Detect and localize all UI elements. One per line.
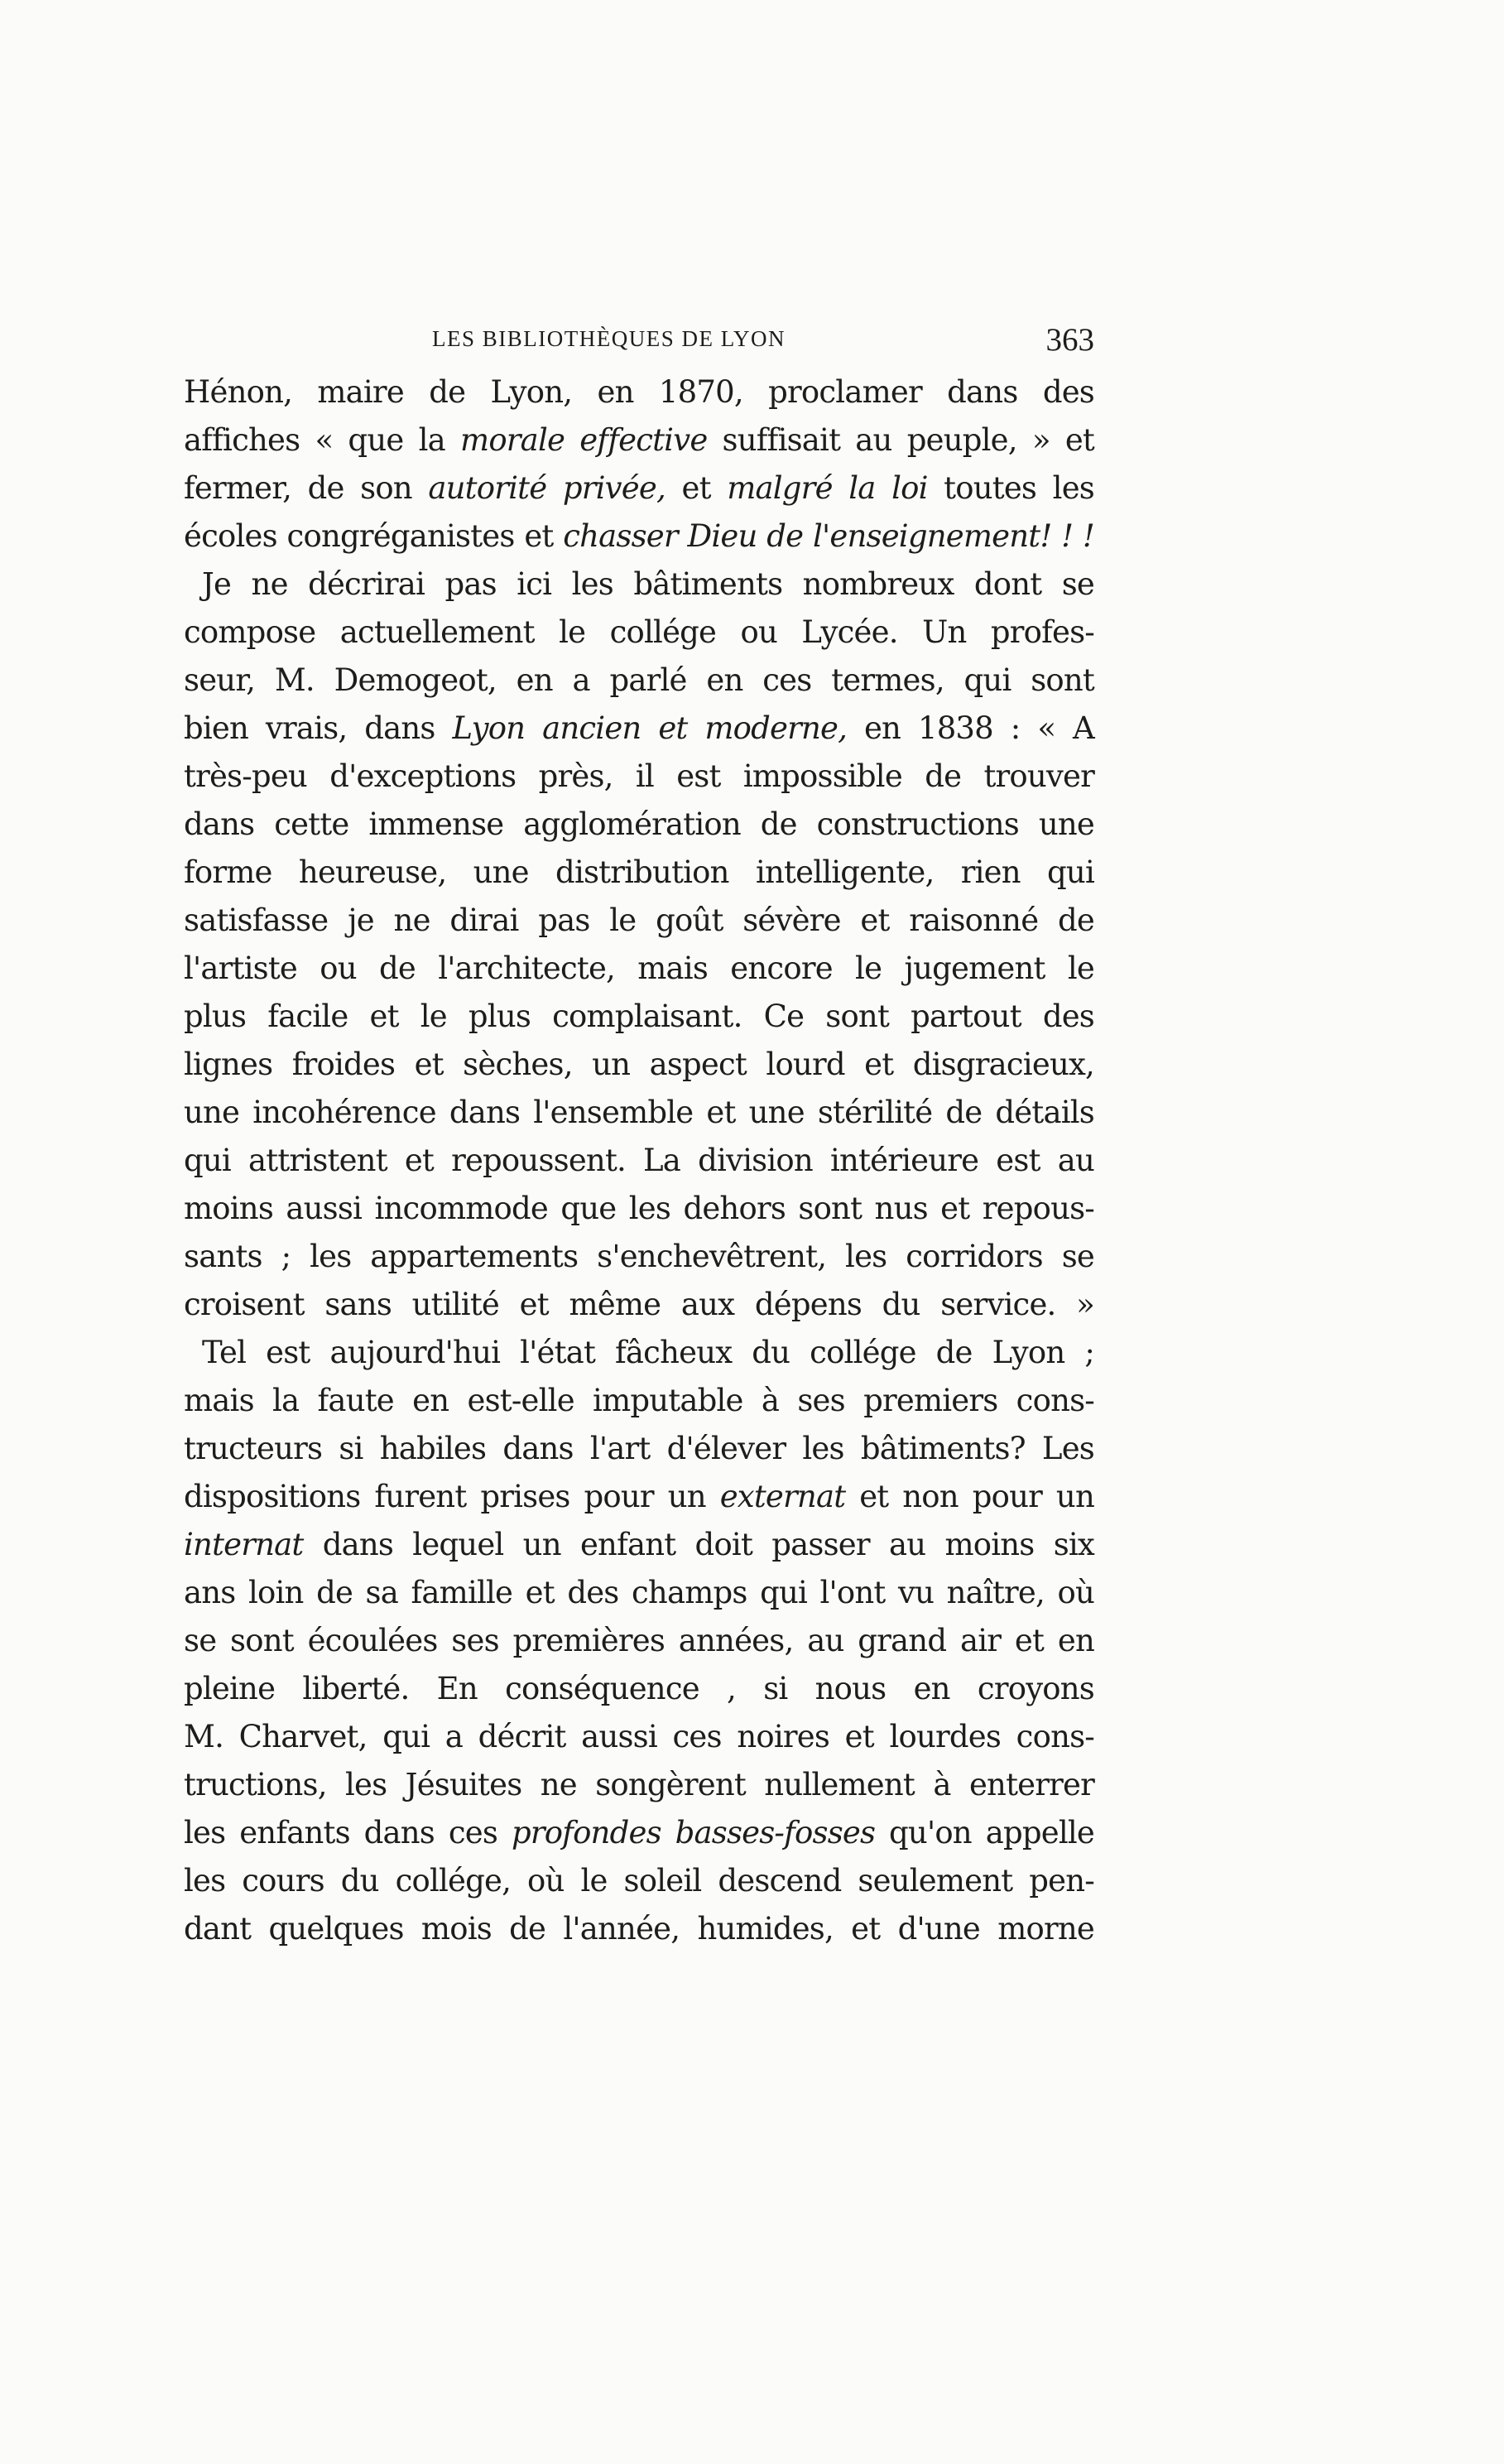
- text-line: [184, 1089, 1094, 1137]
- text-line: [184, 1713, 1094, 1761]
- text-run: les enfants dans ces: [184, 1815, 512, 1850]
- text-line: [184, 1569, 1094, 1617]
- text-run: suffisait au peuple, » et: [707, 422, 1094, 458]
- text-run: ans loin de sa famille et des champs qui l'ont vu naître, où: [184, 1575, 1094, 1610]
- text-run: Je ne décrirai pas ici les bâtiments nombreux dont se: [202, 566, 1094, 602]
- text-run: M. Charvet, qui a décrit aussi ces noires et lourdes cons-: [184, 1719, 1094, 1754]
- text-line: [184, 1281, 1094, 1329]
- text-line: [184, 897, 1094, 945]
- text-run: une incohérence dans l'ensemble et une stérilité de détails: [184, 1095, 1094, 1130]
- text-run: dans cette immense agglomération de constructions une: [184, 806, 1094, 842]
- text-run: écoles congréganistes et: [184, 518, 564, 554]
- italic-text: morale effective: [460, 422, 708, 458]
- text-run: toutes les: [927, 470, 1094, 506]
- text-run: Hénon, maire de Lyon, en 1870, proclamer dans des: [184, 374, 1094, 410]
- text-line: [184, 945, 1094, 993]
- text-run: tructions, les Jésuites ne songèrent nullement à enterrer: [184, 1767, 1094, 1802]
- text-line: [184, 1377, 1094, 1425]
- text-line: [184, 513, 1094, 561]
- text-line: [184, 657, 1094, 705]
- text-line: [184, 1761, 1094, 1809]
- text-line: [184, 1665, 1094, 1713]
- text-run: forme heureuse, une distribution intelligente, rien qui: [184, 854, 1094, 890]
- text-line: [184, 416, 1094, 464]
- text-line: [184, 1233, 1094, 1281]
- text-line: [184, 1473, 1094, 1521]
- text-run: qu'on appelle: [875, 1815, 1094, 1850]
- text-line: [184, 705, 1094, 753]
- text-run: l'artiste ou de l'architecte, mais encore le jugement le: [184, 950, 1094, 986]
- running-title: LES BIBLIOTHÈQUES DE LYON: [432, 326, 786, 351]
- italic-text: profondes basses-fosses: [511, 1815, 876, 1850]
- text-run: dans lequel un enfant doit passer au moins six: [303, 1527, 1094, 1562]
- text-run: plus facile et le plus complaisant. Ce sont partout des: [184, 999, 1094, 1034]
- text-line: [184, 1809, 1094, 1857]
- text-run: très-peu d'exceptions près, il est impossible de trouver: [184, 758, 1094, 794]
- text-run: qui attristent et repoussent. La division intérieure est au: [184, 1143, 1094, 1178]
- text-run: mais la faute en est-elle imputable à ses premiers cons-: [184, 1383, 1094, 1418]
- text-run: en 1838 : « A: [847, 710, 1094, 746]
- text-line: [184, 561, 1094, 609]
- text-line: [184, 464, 1094, 513]
- text-run: pleine liberté. En conséquence , si nous en croyons: [184, 1671, 1094, 1706]
- text-line: [184, 1905, 1094, 1953]
- text-line: [184, 368, 1094, 416]
- text-run: dant quelques mois de l'année, humides, et d'une morne: [184, 1911, 1094, 1947]
- page-header: [184, 321, 1094, 363]
- text-run: se sont écoulées ses premières années, au grand air et en: [184, 1623, 1094, 1658]
- text-line: [184, 1857, 1094, 1905]
- text-line: [184, 1617, 1094, 1665]
- italic-text: chasser Dieu de l'enseignement! ! !: [563, 518, 1094, 554]
- text-run: compose actuellement le collége ou Lycée. Un profes-: [184, 614, 1094, 650]
- text-line: [184, 753, 1094, 801]
- text-line: [184, 801, 1094, 849]
- text-run: fermer, de son: [184, 470, 429, 506]
- text-line: [184, 1425, 1094, 1473]
- text-line: [184, 1137, 1094, 1185]
- text-run: et: [665, 470, 728, 506]
- text-run: affiches « que la: [184, 422, 461, 458]
- text-run: seur, M. Demogeot, en a parlé en ces termes, qui sont: [184, 662, 1094, 698]
- text-run: moins aussi incommode que les dehors sont nus et repous-: [184, 1191, 1094, 1226]
- text-run: lignes froides et sèches, un aspect lourd et disgracieux,: [184, 1047, 1094, 1082]
- italic-text: autorité privée,: [428, 470, 666, 506]
- italic-text: Lyon ancien et moderne,: [452, 710, 848, 746]
- text-line: [184, 849, 1094, 897]
- text-run: croisent sans utilité et même aux dépens du service. »: [184, 1287, 1094, 1322]
- text-line: [184, 1329, 1094, 1377]
- italic-text: malgré la loi: [727, 470, 928, 506]
- text-run: sants ; les appartements s'enchevêtrent, les corridors se: [184, 1239, 1094, 1274]
- text-line: [184, 1521, 1094, 1569]
- text-line: [184, 1185, 1094, 1233]
- body-text: [184, 368, 1094, 1953]
- text-line: [184, 1041, 1094, 1089]
- italic-text: externat: [719, 1479, 846, 1514]
- text-run: Tel est aujourd'hui l'état fâcheux du collége de Lyon ;: [202, 1335, 1094, 1370]
- text-run: dispositions furent prises pour un: [184, 1479, 720, 1514]
- text-run: les cours du collége, où le soleil descend seulement pen-: [184, 1863, 1094, 1899]
- text-line: [184, 609, 1094, 657]
- text-line: [184, 993, 1094, 1041]
- text-run: satisfasse je ne dirai pas le goût sévère et raisonné de: [184, 902, 1094, 938]
- page-number: 363: [1045, 322, 1094, 358]
- text-run: et non pour un: [845, 1479, 1094, 1514]
- text-run: bien vrais, dans: [184, 710, 453, 746]
- text-run: tructeurs si habiles dans l'art d'élever les bâtiments? Les: [184, 1431, 1094, 1466]
- italic-text: internat: [184, 1527, 304, 1562]
